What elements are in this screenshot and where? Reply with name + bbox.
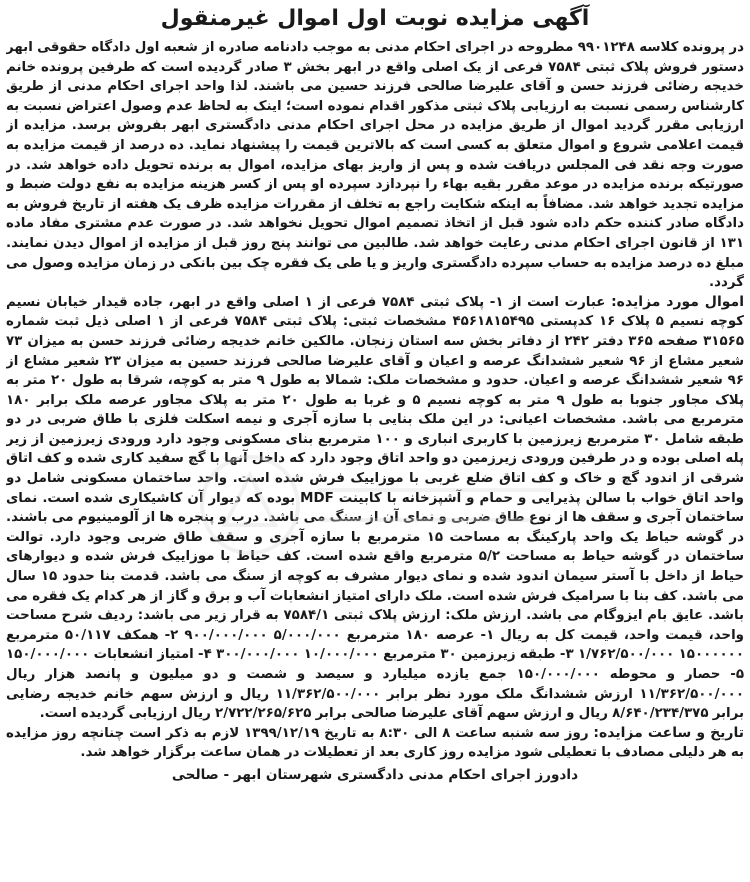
notice-title: آگهی مزایده نوبت اول اموال غیرمنقول: [160, 6, 590, 31]
date-label: تاریخ و ساعت مزایده:: [593, 724, 744, 741]
property-paragraph: [6, 293, 744, 724]
property-text: عبارت است از ۱- پلاک ثبتی ۷۵۸۴ فرعی از ۱ اصلی واقع در ابهر، جاده قیدار خیابان نسیم کوچه نسیم ۵ پلاک ۱۶ کدپستی ۴۵۶۱۸۱۵۴۹۵ مشخصات ثبتی: پلاک ثبتی ۷۵۸۴ فرعی از ۱ اصلی ذیل ثبت شماره ۳۱۵۶۵ صفحه ۳۶۵ دفتر ۲۴۲ از دفاتر بخش سه استان زنجان. مالکین خانم خدیجه رضائی فرزند حسن به میزان ۷۳ شعیر مشاع از ۹۶ شعیر ششدانگ عرصه و اعیان و آقای علیرضا صالحی فرزند حسین به میزان ۲۳ شعیر مشاع از ۹۶ شعیر ششدانگ عرصه و اعیان. حدود و مشخصات ملک: شمالا به طول ۹ متر به کوچه، شرقا به طول ۲۰ متر به پلاک مجاور جنوبا به طول ۹ متر به کوچه نسیم ۵ و غربا به طول ۲۰ متر به پلاک مجاور عرصه ملک برابر ۱۸۰ مترمربع می باشد. مشخصات اعیانی: در این ملک بنایی با سازه آجری و نیمه اسکلت فلزی با طاق ضربی در دو طبقه شامل ۳۰ مترمربع زیرزمین با کاربری انباری و ۱۰۰ مترمربع بنای مسکونی وجود دارد ورودی زیرزمین از زیر پله اصلی بوده و در طرفین ورودی زیرزمین دو واحد اتاق وجود دارد که داخل آنها با گچ سفید کاری شده و کف اتاق شرقی از اندود گچ و خاک و کف اتاق ضلع غربی با موزاییک فرش شده است. واحد ساختمان مسکونی شامل دو واحد اتاق خواب با سالن پذیرایی و حمام و آشپزخانه با کابینت MDF بوده که دیوار آن کاشیکاری شده است. نمای ساختمان آجری و سقف ها از نوع طاق ضربی و نمای آن از سنگ می باشد. درب و پنجره ها از آلومینیوم می باشند. در گوشه حیاط یک واحد پارکینگ به مساحت ۱۵ مترمربع با سازه آجری و سقف طاق ضربی وجود دارد. توالت ساختمان در گوشه حیاط به مساحت ۵/۲ مترمربع واقع شده است. کف حیاط با موزاییک فرش شده و دیوارهای حیاط از داخل با آستر سیمان اندود شده و نمای دیوار مشرف به کوچه از سنگ می باشد. قدمت بنا حدود ۱۵ سال می باشد. کف بنا با سرامیک فرش شده است. ملک دارای امتیاز انشعابات آب و برق و گاز از هر کدام یک فقره می باشد. عایق بام ایزوگام می باشد. ارزش ملک: ارزش پلاک ثبتی ۷۵۸۴/۱ به قرار زیر می باشد: ردیف شرح مساحت واحد، قیمت واحد، قیمت کل به ریال ۱- عرصه ۱۸۰ مترمربع ۵/۰۰۰/۰۰۰ ۹۰۰/۰۰۰/۰۰۰ ۲- همکف ۵۰/۱۱۷ مترمربع ۱۵۰۰۰۰۰۰ ۱/۷۶۲/۵۰۰/۰۰۰ ۳- طبقه زیرزمین ۳۰ مترمربع ۱۰/۰۰۰/۰۰۰ ۳۰۰/۰۰۰/۰۰۰ ۴- امتیاز انشعابات ۱۵۰/۰۰۰/۰۰۰ ۵- حصار و محوطه ۱۵۰/۰۰۰/۰۰۰ جمع یازده میلیارد و سیصد و شصت و دو میلیون و پانصد هزار ریال ۱۱/۳۶۲/۵۰۰/۰۰۰ ارزش ششدانگ ملک مورد نظر برابر ۱۱/۳۶۲/۵۰۰/۰۰۰ ریال و ارزش سهم خانم خدیجه رضایی برابر ۸/۶۴۰/۲۳۴/۳۷۵ ریال و ارزش سهم آقای علیرضا صالحی برابر ۲/۷۲۲/۲۶۵/۶۲۵ ریال ارزیابی گردیده است.: [6, 294, 744, 722]
intro-paragraph: [6, 38, 744, 293]
intro-text: در پرونده کلاسه ۹۹۰۱۲۴۸ مطروحه در اجرای احکام مدنی به موجب دادنامه صادره از شعبه اول دادگاه حقوقی ابهر دستور فروش پلاک ثبتی ۷۵۸۴ فرعی از یک اصلی واقع در ابهر بخش ۳ صادر گردیده است که طرفین پرونده خانم خدیجه رضائی فرزند حسن و آقای علیرضا صالحی فرزند حسین می باشند. لذا واحد اجرای احکام مدنی از طریق کارشناس رسمی نسبت به ارزیابی پلاک ثبتی مذکور اقدام نموده است؛ اینک به لحاظ عدم وصول اعتراض نسبت به ارزیابی مقرر گردید اموال از طریق مزایده در محل اجرای احکام مدنی دادگستری ابهر بفروش برسد. مزایده از قیمت اعلامی شروع و اموال متعلق به کسی است که بالاترین قیمت را پیشنهاد نماید. ده درصد از قیمت مزایده به صورت وجه نقد فی المجلس دریافت شده و پس از واریز بهای مزایده، اموال به برنده تحویل داده خواهد شد. در صورتیکه برنده مزایده در موعد مقرر بقیه بهاء را نپردازد سپرده او پس از کسر هزینه مزایده به نفع دولت ضبط و مزایده تجدید خواهد شد. مضافاً به اینکه شکایت راجع به تخلف از مقررات مزایده ظرف یک هفته از تاریخ فروش به دادگاه صادر کننده حکم داده شود قبل از اتخاذ تصمیم اموال تحویل نخواهد شد. در صورت عدم مشتری مفاد ماده ۱۳۱ از قانون اجرای احکام مدنی رعایت خواهد شد. طالبین می توانند پنج روز قبل از مزایده از اموال دیدن نمایند. مبلغ ده درصد مزایده به حساب سپرده دادگستری واریز و یا طی یک فقره چک بین بانکی در زمان مزایده وصول می گردد.: [6, 40, 744, 291]
notice-page: [6, 4, 744, 878]
signature: دادورز اجرای احکام مدنی دادگستری شهرستان ابهر - صالحی: [171, 766, 579, 783]
date-text: روز سه شنبه ساعت ۸ الی ۸:۳۰ به تاریخ ۱۳۹۹/۱۲/۱۹ لازم به ذکر است چنانچه روز مزایده به هر دلیلی مصادف با تعطیلی شود مزایده روز کاری بعد از تعطیلات در همان ساعت برگزار خواهد شد.: [6, 725, 744, 761]
property-label: اموال مورد مزایده:: [611, 293, 744, 310]
date-paragraph: [6, 724, 744, 763]
